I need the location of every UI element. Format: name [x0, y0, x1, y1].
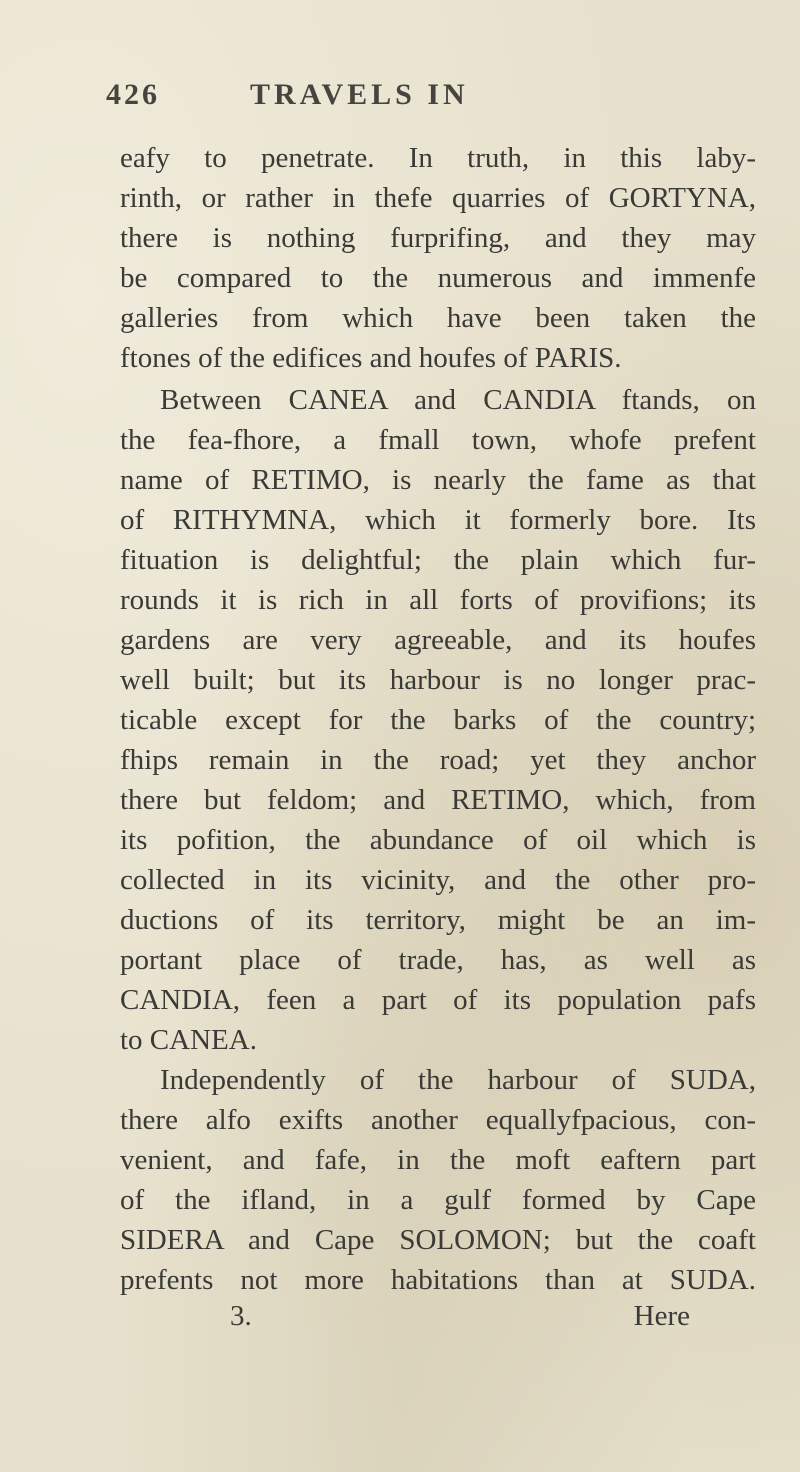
- text-line: eafy to penetrate. In truth, in this laby-: [120, 142, 756, 174]
- text-line: of the ifland, in a gulf formed by Cape: [120, 1184, 756, 1216]
- text-line: galleries from which have been taken the: [120, 302, 756, 334]
- page-header: [100, 78, 700, 118]
- text-line: Independently of the harbour of SUDA,: [160, 1064, 756, 1096]
- text-line: rinth, or rather in thefe quarries of GORTYNA,: [120, 182, 756, 214]
- text-line: of RITHYMNA, which it formerly bore. Its: [120, 504, 756, 536]
- text-line: fhips remain in the road; yet they anchor: [120, 744, 756, 776]
- text-line: ductions of its territory, might be an im-: [120, 904, 756, 936]
- text-line: ftones of the edifices and houfes of PARIS.: [120, 342, 622, 374]
- text-line: portant place of trade, has, as well as: [120, 944, 756, 976]
- text-line: be compared to the numerous and immenfe: [120, 262, 756, 294]
- text-line: the fea-fhore, a fmall town, whofe prefent: [120, 424, 756, 456]
- text-line: prefents not more habitations than at SUDA.: [120, 1264, 756, 1296]
- text-line: there but feldom; and RETIMO, which, from: [120, 784, 756, 816]
- text-line: its pofition, the abundance of oil which is: [120, 824, 756, 856]
- text-line: there alfo exifts another equallyfpacious, con-: [120, 1104, 756, 1136]
- running-title: TRAVELS IN: [250, 78, 469, 111]
- text-line: collected in its vicinity, and the other pro-: [120, 864, 756, 896]
- text-line: ticable except for the barks of the country;: [120, 704, 756, 736]
- text-line: SIDERA and Cape SOLOMON; but the coaft: [120, 1224, 756, 1256]
- text-line: fituation is delightful; the plain which fur-: [120, 544, 756, 576]
- text-line: rounds it is rich in all forts of provifions; its: [120, 584, 756, 616]
- text-line: to CANEA.: [120, 1024, 257, 1056]
- text-line: Between CANEA and CANDIA ftands, on: [160, 384, 756, 416]
- text-line: venient, and fafe, in the moft eaftern part: [120, 1144, 756, 1176]
- signature-mark: 3.: [230, 1300, 252, 1332]
- text-line: name of RETIMO, is nearly the fame as that: [120, 464, 756, 496]
- text-line: gardens are very agreeable, and its houfes: [120, 624, 756, 656]
- text-line: there is nothing furprifing, and they may: [120, 222, 756, 254]
- catchword: Here: [633, 1300, 690, 1332]
- text-line: well built; but its harbour is no longer prac-: [120, 664, 756, 696]
- text-line: CANDIA, feen a part of its population pafs: [120, 984, 756, 1016]
- page-number: 426: [106, 78, 160, 111]
